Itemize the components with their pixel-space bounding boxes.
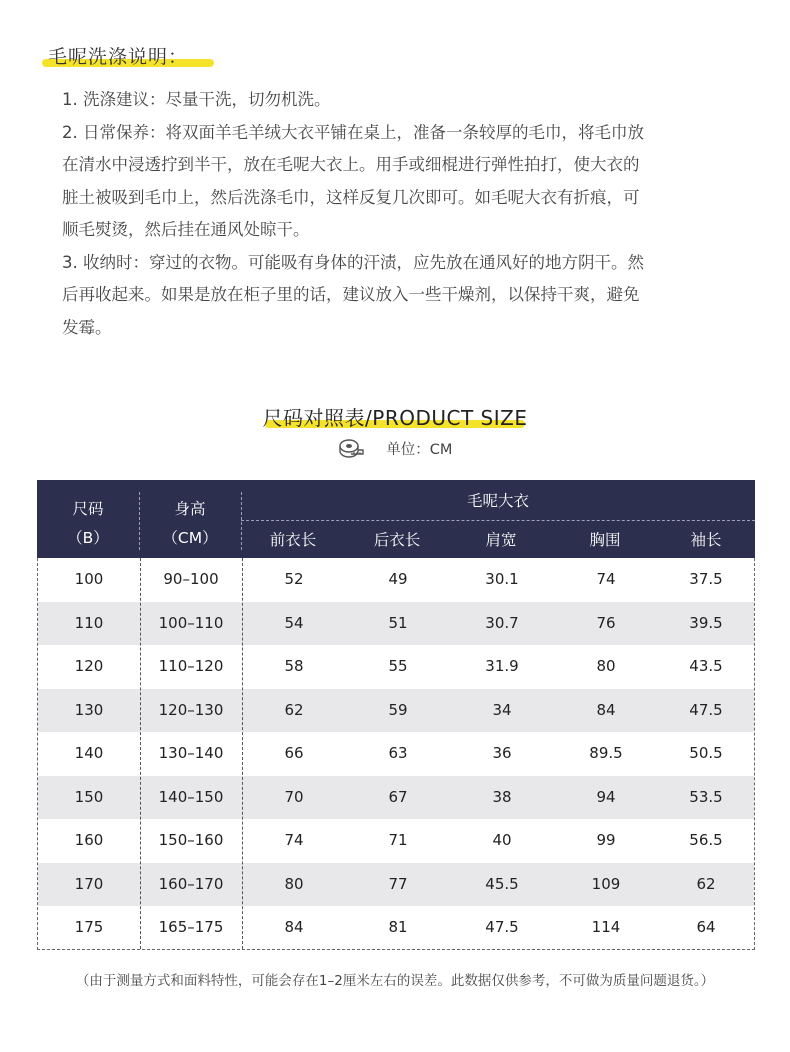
cell-height: 100–110 (158, 613, 224, 632)
cell-front-length: 70 (284, 787, 304, 806)
header-divider (241, 492, 242, 550)
size-chart-heading (0, 402, 790, 431)
care-line: 1. 洗涤建议：尽量干洗，切勿机洗。 (62, 90, 331, 109)
table-row (38, 906, 754, 950)
cell-shoulder: 38 (492, 787, 512, 806)
cell-chest: 94 (596, 787, 616, 806)
cell-height: 140–150 (158, 787, 224, 806)
cell-size: 150 (74, 787, 104, 806)
cell-front-length: 66 (284, 744, 304, 762)
cell-size: 140 (74, 744, 104, 762)
cell-sleeve: 62 (696, 874, 716, 893)
cell-front-length: 54 (284, 613, 304, 632)
cell-shoulder: 30.7 (485, 613, 519, 632)
table-row (38, 689, 754, 733)
cell-height: 110–120 (158, 657, 224, 675)
cell-shoulder: 36 (492, 744, 512, 762)
cell-chest: 89.5 (589, 744, 623, 762)
cell-sleeve: 50.5 (689, 744, 723, 762)
table-row (38, 776, 754, 820)
header-height-unit: （CM） (162, 529, 218, 547)
cell-back-length: 49 (388, 570, 408, 588)
cell-shoulder: 47.5 (485, 918, 519, 936)
column-divider (140, 558, 141, 949)
cell-back-length: 55 (388, 657, 408, 675)
cell-shoulder: 30.1 (485, 570, 519, 588)
cell-chest: 114 (591, 918, 621, 936)
header-height: 身高 (174, 500, 206, 518)
cell-size: 120 (74, 657, 104, 675)
cell-back-length: 67 (388, 787, 408, 806)
footnote: （由于测量方式和面料特性，可能会存在1–2厘米左右的误差。此数据仅供参考，不可做为质量问题退货。） (75, 973, 715, 989)
cell-back-length: 77 (388, 874, 408, 893)
header-divider (139, 492, 140, 550)
cell-sleeve: 43.5 (689, 657, 723, 675)
cell-shoulder: 45.5 (485, 874, 519, 893)
care-body (62, 84, 732, 344)
table-row (38, 558, 754, 602)
cell-back-length: 59 (388, 700, 408, 719)
cell-height: 130–140 (158, 744, 224, 762)
column-divider (242, 558, 243, 949)
cell-back-length: 63 (388, 744, 408, 762)
header-group: 毛呢大衣 (466, 492, 529, 510)
cell-front-length: 84 (284, 918, 304, 936)
cell-sleeve: 47.5 (689, 700, 723, 719)
cell-sleeve: 53.5 (689, 787, 723, 806)
cell-shoulder: 40 (492, 831, 512, 849)
table-row (38, 863, 754, 907)
cell-height: 90–100 (163, 570, 219, 588)
cell-size: 175 (74, 918, 104, 936)
header-size: 尺码 (72, 500, 104, 518)
cell-back-length: 71 (388, 831, 408, 849)
cell-back-length: 81 (388, 918, 408, 936)
care-line: 3. 收纳时：穿过的衣物。可能吸有身体的汗渍，应先放在通风好的地方阴干。然 (62, 252, 644, 272)
cell-shoulder: 34 (492, 700, 512, 719)
cell-height: 150–160 (158, 831, 224, 849)
cell-sleeve: 56.5 (689, 831, 723, 849)
cell-front-length: 74 (284, 831, 304, 849)
cell-sleeve: 37.5 (689, 570, 723, 588)
cell-chest: 99 (596, 831, 616, 849)
cell-size: 170 (74, 874, 104, 893)
cell-sleeve: 39.5 (689, 613, 723, 632)
table-header (37, 480, 755, 558)
table-row (38, 819, 754, 863)
cell-height: 160–170 (158, 874, 224, 893)
care-line: 发霉。 (62, 317, 112, 337)
cell-shoulder: 31.9 (485, 657, 519, 675)
cell-chest: 84 (596, 700, 616, 719)
unit-line (0, 438, 790, 462)
size-table (37, 480, 755, 951)
cell-size: 100 (74, 570, 104, 588)
care-line: 脏土被吸到毛巾上，然后洗涤毛巾，这样反复几次即可。如毛呢大衣有折痕，可 (62, 187, 640, 207)
header-col: 肩宽 (485, 531, 517, 549)
cell-size: 110 (74, 613, 104, 632)
cell-chest: 109 (591, 874, 621, 893)
cell-chest: 74 (596, 570, 616, 588)
cell-size: 130 (74, 700, 104, 719)
cell-chest: 80 (596, 657, 616, 675)
tape-measure-icon (338, 438, 364, 462)
header-col: 胸围 (589, 531, 621, 549)
header-col: 袖长 (690, 531, 722, 549)
cell-sleeve: 64 (696, 918, 716, 936)
cell-front-length: 52 (284, 570, 304, 588)
care-title-block (48, 42, 188, 69)
cell-chest: 76 (596, 613, 616, 632)
header-size-unit: （B） (67, 529, 109, 547)
cell-front-length: 58 (284, 657, 304, 675)
table-body (37, 558, 755, 950)
care-line: 在清水中浸透拧到半干，放在毛呢大衣上。用手或细棍进行弹性拍打，使大衣的 (62, 155, 640, 174)
cell-back-length: 51 (388, 613, 408, 632)
header-col: 后衣长 (373, 531, 421, 549)
header-col: 前衣长 (269, 531, 317, 549)
size-chart-title-text: 尺码对照表/PRODUCT SIZE (262, 406, 528, 430)
table-row (38, 645, 754, 689)
cell-front-length: 80 (284, 874, 304, 893)
care-line: 顺毛熨烫，然后挂在通风处晾干。 (62, 220, 310, 239)
cell-height: 165–175 (158, 918, 224, 936)
table-row (38, 602, 754, 646)
size-chart-title (263, 402, 528, 431)
table-row (38, 732, 754, 776)
unit-label: 单位：CM (386, 442, 453, 458)
care-line: 后再收起来。如果是放在柜子里的话，建议放入一些干燥剂，以保持干爽，避免 (62, 285, 640, 304)
cell-front-length: 62 (284, 700, 304, 719)
care-line: 2. 日常保养：将双面羊毛羊绒大衣平铺在桌上，准备一条较厚的毛巾，将毛巾放 (62, 122, 644, 142)
header-divider (241, 520, 755, 521)
cell-size: 160 (74, 831, 104, 849)
care-title: 毛呢洗涤说明： (48, 46, 189, 68)
cell-height: 120–130 (158, 700, 224, 719)
